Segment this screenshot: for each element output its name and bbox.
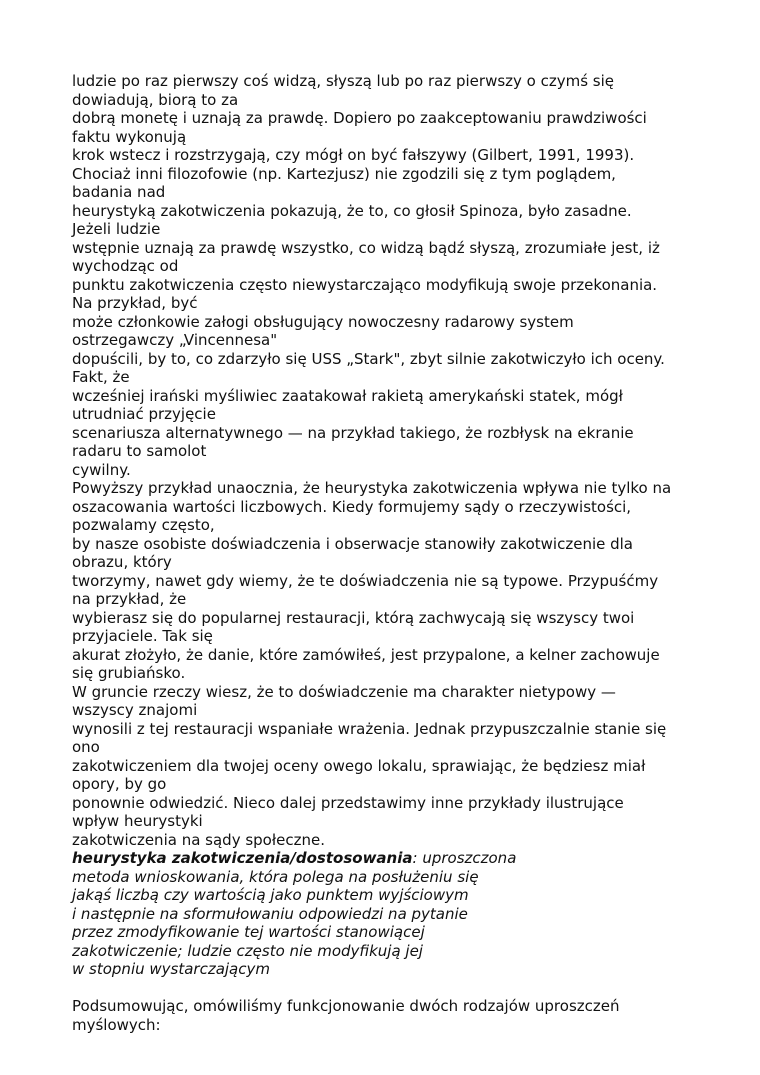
definition-line: przez zmodyfikowanie tej wartości stanowiącej bbox=[72, 923, 425, 941]
paragraph-line: utrudniać przyjęcie bbox=[72, 405, 216, 423]
paragraph-line: scenariusza alternatywnego — na przykład takiego, że rozbłysk na ekranie bbox=[72, 423, 634, 442]
paragraph-line: zakotwiczeniem dla twojej oceny owego lokalu, sprawiając, że będziesz miał bbox=[72, 756, 646, 775]
definition-body bbox=[72, 868, 692, 979]
paragraph-line: dobrą monetę i uznają za prawdę. Dopiero po zaakceptowaniu prawdziwości bbox=[72, 109, 647, 127]
definition-box bbox=[72, 849, 692, 979]
paragraph-line: wpływ heurystyki bbox=[72, 812, 203, 830]
paragraph-line: zakotwiczenia na sądy społeczne. bbox=[72, 830, 325, 849]
definition-term: heurystyka zakotwiczenia/dostosowania bbox=[72, 849, 413, 867]
summary-paragraph bbox=[72, 997, 692, 1034]
paragraph-line: dowiadują, biorą to za bbox=[72, 90, 239, 109]
paragraph-line: ludzie po raz pierwszy coś widzą, słyszą lub po raz pierwszy o czymś się bbox=[72, 72, 615, 90]
paragraph-line: Fakt, że bbox=[72, 368, 130, 386]
body-paragraph bbox=[72, 72, 692, 849]
definition-line: metoda wnioskowania, która polega na posłużeniu się bbox=[72, 867, 479, 886]
summary-line: Podsumowując, omówiliśmy funkcjonowanie dwóch rodzajów uproszczeń bbox=[72, 997, 620, 1015]
definition-line: jakąś liczbą czy wartością jako punktem wyjściowym bbox=[72, 886, 469, 904]
paragraph-line: ono bbox=[72, 738, 100, 756]
paragraph-line: Powyższy przykład unaocznia, że heurystyka zakotwiczenia wpływa nie tylko na bbox=[72, 479, 672, 497]
paragraph-line: badania nad bbox=[72, 183, 166, 201]
paragraph-line: dopuścili, by to, co zdarzyło się USS „Stark", zbyt silnie zakotwiczyło ich oceny. bbox=[72, 349, 665, 368]
paragraph-line: faktu wykonują bbox=[72, 127, 187, 146]
paragraph-line: tworzymy, nawet gdy wiemy, że te doświadczenia nie są typowe. Przypuśćmy bbox=[72, 571, 659, 590]
paragraph-line: na przykład, że bbox=[72, 590, 187, 608]
paragraph-line: Chociaż inni filozofowie (np. Kartezjusz) nie zgodzili się z tym poglądem, bbox=[72, 164, 616, 183]
paragraph-line: krok wstecz i rozstrzygają, czy mógł on być fałszywy (Gilbert, 1991, 1993). bbox=[72, 146, 635, 164]
paragraph-line: obrazu, który bbox=[72, 553, 172, 571]
paragraph-line: Na przykład, być bbox=[72, 294, 198, 312]
paragraph-line: Jeżeli ludzie bbox=[72, 220, 161, 238]
paragraph-line: cywilny. bbox=[72, 460, 131, 479]
paragraph-line: wybierasz się do popularnej restauracji, którą zachwycają się wszyscy twoi bbox=[72, 608, 635, 627]
paragraph-line: wcześniej irański myśliwiec zaatakował rakietą amerykański statek, mógł bbox=[72, 386, 623, 405]
definition-first-line bbox=[72, 849, 692, 868]
paragraph-line: wynosili z tej restauracji wspaniałe wrażenia. Jednak przypuszczalnie stanie się bbox=[72, 719, 667, 738]
paragraph-line: wstępnie uznają za prawdę wszystko, co widzą bądź słyszą, zrozumiałe jest, iż bbox=[72, 238, 660, 257]
paragraph-line: ponownie odwiedzić. Nieco dalej przedstawimy inne przykłady ilustrujące bbox=[72, 793, 624, 812]
paragraph-line: pozwalamy często, bbox=[72, 516, 215, 534]
paragraph-line: oszacowania wartości liczbowych. Kiedy formujemy sądy o rzeczywistości, bbox=[72, 497, 632, 516]
definition-term-rest: : uproszczona bbox=[412, 849, 517, 867]
paragraph-line: radaru to samolot bbox=[72, 442, 207, 460]
definition-line: zakotwiczenie; ludzie często nie modyfikują jej bbox=[72, 941, 423, 960]
paragraph-line: opory, by go bbox=[72, 775, 167, 793]
paragraph-line: wszyscy znajomi bbox=[72, 701, 198, 719]
definition-line: w stopniu wystarczającym bbox=[72, 960, 270, 978]
summary-line: myślowych: bbox=[72, 1015, 161, 1034]
paragraph-line: W gruncie rzeczy wiesz, że to doświadczenie ma charakter nietypowy — bbox=[72, 682, 616, 701]
paragraph-line: punktu zakotwiczenia często niewystarczająco modyfikują swoje przekonania. bbox=[72, 275, 658, 294]
definition-line: i następnie na sformułowaniu odpowiedzi na pytanie bbox=[72, 904, 468, 923]
paragraph-line: heurystyką zakotwiczenia pokazują, że to, co głosił Spinoza, było zasadne. bbox=[72, 201, 632, 220]
paragraph-line: by nasze osobiste doświadczenia i obserwacje stanowiły zakotwiczenie dla bbox=[72, 534, 633, 553]
paragraph-line: może członkowie załogi obsługujący nowoczesny radarowy system bbox=[72, 312, 574, 331]
paragraph-line: się grubiańsko. bbox=[72, 664, 186, 682]
paragraph-line: ostrzegawczy „Vincennesa" bbox=[72, 331, 278, 349]
paragraph-line: wychodząc od bbox=[72, 257, 179, 275]
paragraph-line: akurat złożyło, że danie, które zamówiłeś, jest przypalone, a kelner zachowuje bbox=[72, 645, 660, 664]
blank-line bbox=[72, 979, 692, 998]
document-page bbox=[72, 72, 692, 1034]
paragraph-line: przyjaciele. Tak się bbox=[72, 627, 213, 645]
